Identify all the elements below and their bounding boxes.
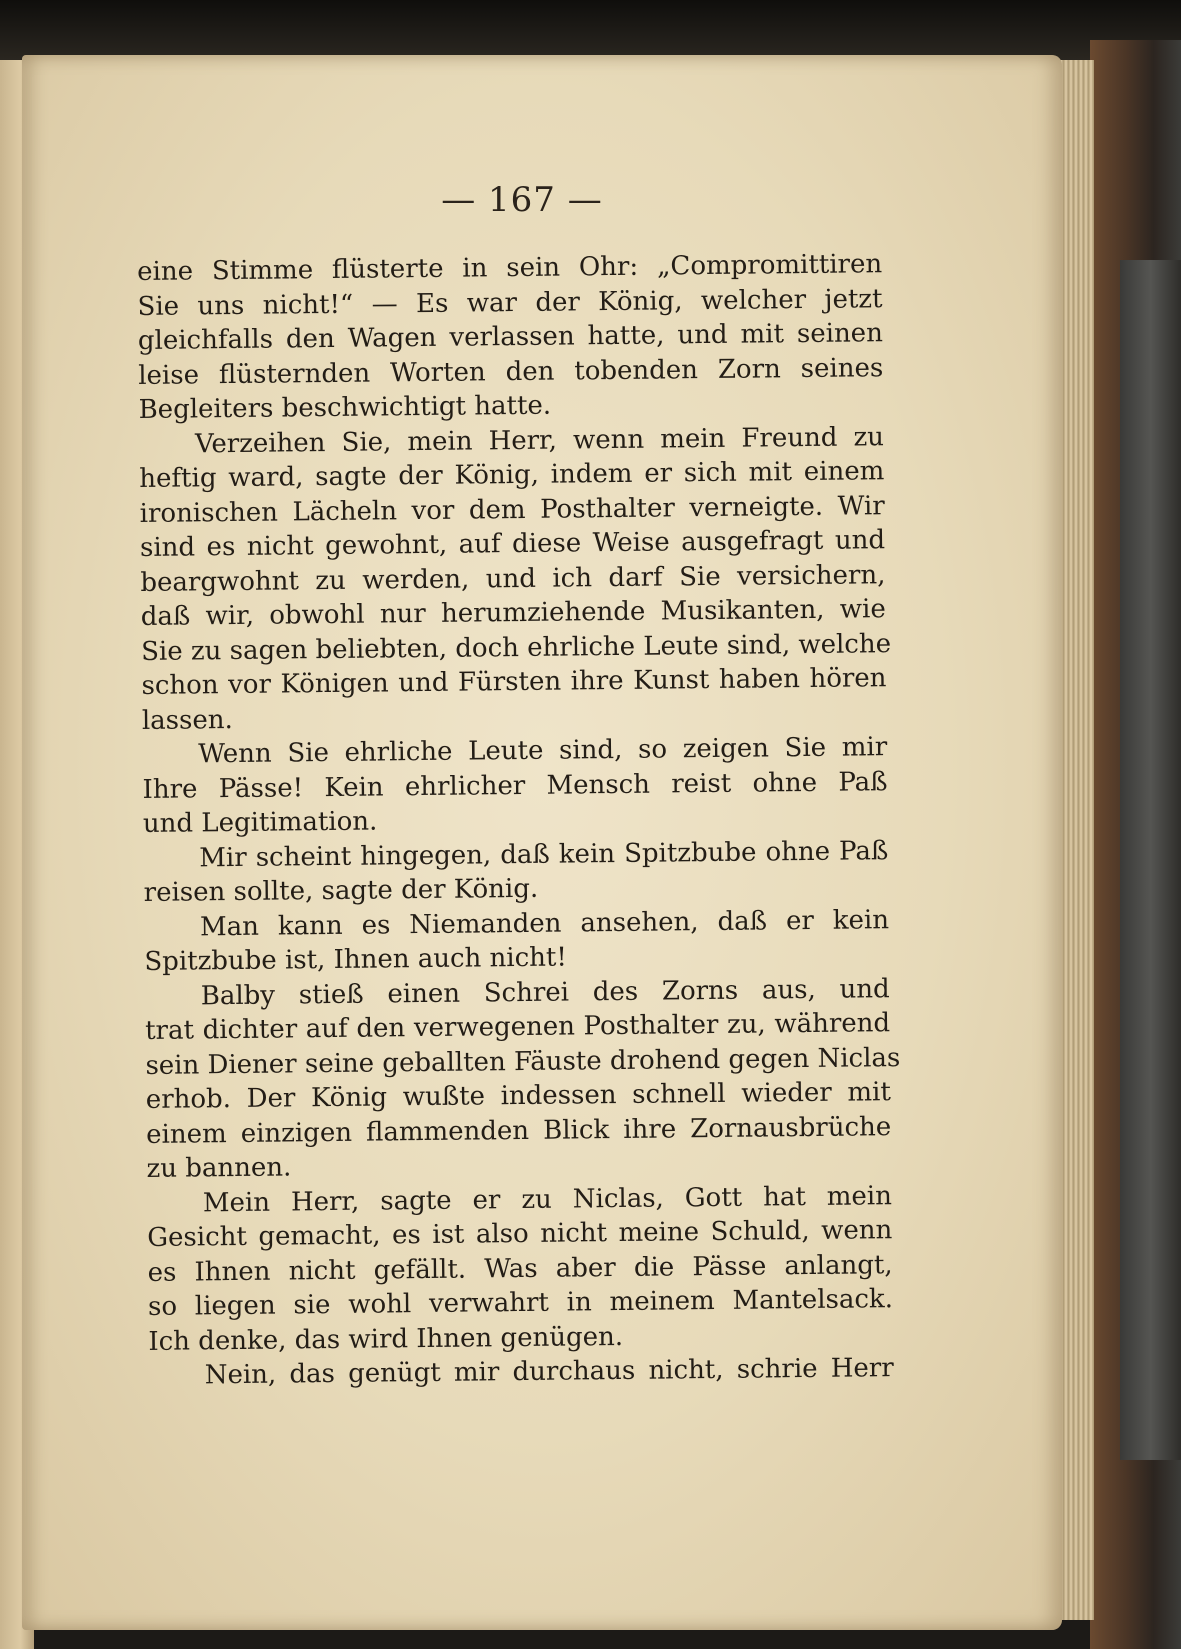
- text-line: gleichfalls den Wagen verlassen hatte, und mit seinen: [137, 318, 884, 356]
- page-number: — 167 —: [441, 180, 603, 220]
- text-line: beargwohnt zu werden, und ich darf Sie versichern,: [140, 559, 886, 598]
- text-line: reisen sollte, sagte der König.: [143, 873, 539, 908]
- text-line: Balby stieß einen Schrei des Zorns aus, und: [200, 973, 890, 1011]
- text-line: Gesicht gemacht, es ist also nicht meine Schuld, wenn: [147, 1215, 893, 1253]
- text-line: daß wir, obwohl nur herumziehende Musikanten, wie: [140, 594, 886, 632]
- text-line: ironischen Lächeln vor dem Posthalter verneigte. Wir: [139, 490, 885, 529]
- text-line: Mein Herr, sagte er zu Niclas, Gott hat mein: [202, 1180, 893, 1218]
- text-line: Man kann es Niemanden ansehen, daß er kein: [199, 904, 890, 942]
- text-line: heftig ward, sagte der König, indem er sich mit einem: [139, 456, 885, 494]
- text-line: Verzeihen Sie, mein Herr, wenn mein Freund zu: [194, 421, 885, 459]
- text-line: Sie uns nicht!“ — Es war der König, welcher jetzt: [137, 283, 883, 322]
- page-text: [137, 247, 901, 1393]
- text-line: einem einzigen flammenden Blick ihre Zornausbrüche: [146, 1111, 892, 1150]
- book-cover-cloth: [1120, 260, 1181, 1460]
- text-line: Nein, das genügt mir durchaus nicht, schrie Herr: [204, 1353, 894, 1391]
- text-line: schon vor Königen und Fürsten ihre Kunst haben hören: [141, 663, 887, 701]
- text-line: und Legitimation.: [142, 806, 378, 839]
- text-line: Mir scheint hingegen, daß kein Spitzbube ohne Paß: [199, 835, 889, 873]
- text-line: sind es nicht gewohnt, auf diese Weise ausgefragt und: [139, 525, 886, 563]
- text-line: Ihre Pässe! Kein ehrlicher Mensch reist ohne Paß: [142, 766, 888, 805]
- text-line: leise flüsternden Worten den tobenden Zorn seines: [138, 352, 884, 391]
- text-line: eine Stimme flüsterte in sein Ohr: „Compromittiren: [137, 249, 883, 287]
- text-line: Spitzbube ist, Ihnen auch nicht!: [144, 942, 568, 977]
- text-line: Sie zu sagen beliebten, doch ehrliche Leute sind, welche: [140, 628, 892, 667]
- text-line: es Ihnen nicht gefällt. Was aber die Pässe anlangt,: [147, 1249, 893, 1288]
- text-line: Ich denke, das wird Ihnen genügen.: [148, 1321, 624, 1357]
- text-line: erhob. Der König wußte indessen schnell wieder mit: [145, 1077, 891, 1115]
- text-line: lassen.: [141, 704, 233, 736]
- book-page: [22, 55, 1062, 1630]
- text-line: Begleiters beschwichtigt hatte.: [138, 390, 552, 425]
- text-line: zu bannen.: [146, 1152, 292, 1184]
- text-line: sein Diener seine geballten Fäuste drohend gegen Niclas: [145, 1042, 901, 1081]
- text-line: Wenn Sie ehrliche Leute sind, so zeigen Sie mir: [198, 732, 888, 770]
- scan-background: [0, 0, 1181, 60]
- text-line: trat dichter auf den verwegenen Posthalter zu, während: [144, 1008, 891, 1046]
- text-line: so liegen sie wohl verwahrt in meinem Mantelsack.: [147, 1284, 894, 1322]
